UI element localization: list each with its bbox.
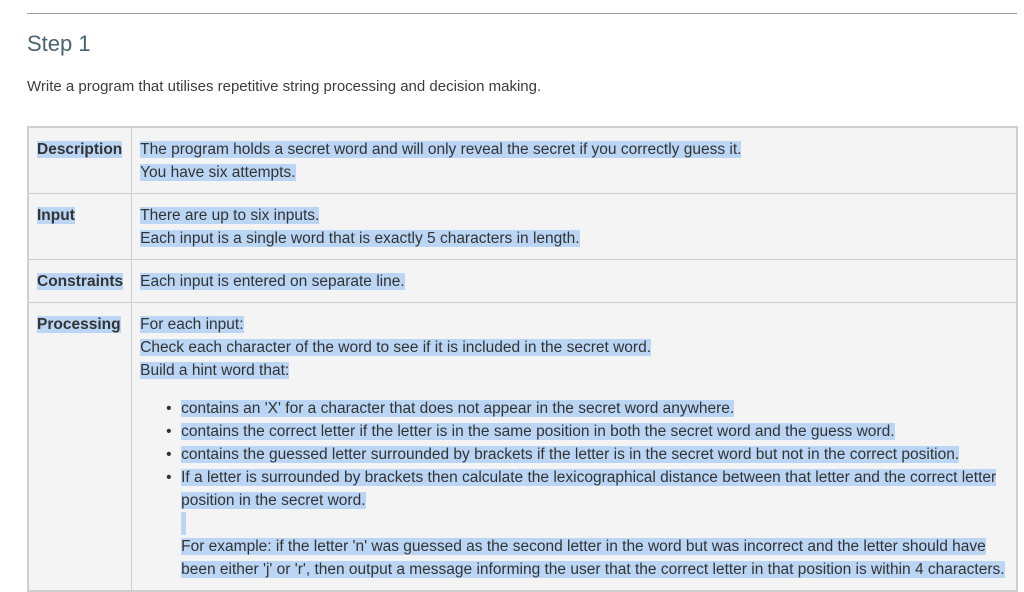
content-line: There are up to six inputs. [140, 207, 320, 224]
row-label [28, 303, 132, 592]
list-item [166, 420, 1008, 443]
list-item [166, 466, 1008, 581]
label-text: Constraints [37, 273, 124, 290]
row-content [132, 194, 1017, 260]
hint-rules-list [140, 397, 1008, 581]
row-label [28, 194, 132, 260]
example-text: For example: if the letter 'n' was guessed as the second letter in the word but was incorrect and the letter should have been either 'j' or 'r', then output a message informing the user that the correct letter in that position is within 4 characters. [181, 538, 1005, 578]
label-text: Input [37, 207, 75, 224]
bullet-icon: • [166, 469, 172, 486]
table-row-input [28, 194, 1017, 260]
top-divider [27, 13, 1017, 14]
list-item [166, 397, 1008, 420]
blank-line [181, 512, 186, 535]
row-content [132, 127, 1017, 194]
list-item-text: If a letter is surrounded by brackets then calculate the lexicographical distance between that letter and the correct letter position in the secret word. [181, 469, 997, 509]
bullet-icon: • [166, 423, 172, 440]
content-line: Each input is a single word that is exactly 5 characters in length. [140, 230, 580, 247]
row-content [132, 303, 1017, 592]
bullet-icon: • [166, 446, 172, 463]
table-row-description [28, 127, 1017, 194]
list-item-text: contains an 'X' for a character that does not appear in the secret word anywhere. [181, 400, 735, 417]
content-line: The program holds a secret word and will only reveal the secret if you correctly guess it. [140, 141, 742, 158]
list-item-text: contains the guessed letter surrounded by brackets if the letter is in the secret word but not in the correct position. [181, 446, 960, 463]
content-line: Check each character of the word to see if it is included in the secret word. [140, 339, 652, 356]
content-line: Each input is entered on separate line. [140, 273, 405, 290]
step-title: Step 1 [27, 31, 91, 56]
row-label [28, 127, 132, 194]
content-line: For each input: [140, 316, 244, 333]
content-line: Build a hint word that: [140, 362, 290, 379]
row-content [132, 260, 1017, 303]
bullet-icon: • [166, 400, 172, 417]
label-text: Processing [37, 316, 121, 333]
row-label [28, 260, 132, 303]
label-text: Description [37, 141, 123, 158]
list-item [166, 443, 1008, 466]
table-row-constraints [28, 260, 1017, 303]
intro-text: Write a program that utilises repetitive string processing and decision making. [27, 78, 542, 95]
spec-table [27, 126, 1018, 592]
content-line: You have six attempts. [140, 164, 296, 181]
list-item-text: contains the correct letter if the letter is in the same position in both the secret word and the guess word. [181, 423, 895, 440]
table-row-processing [28, 303, 1017, 592]
